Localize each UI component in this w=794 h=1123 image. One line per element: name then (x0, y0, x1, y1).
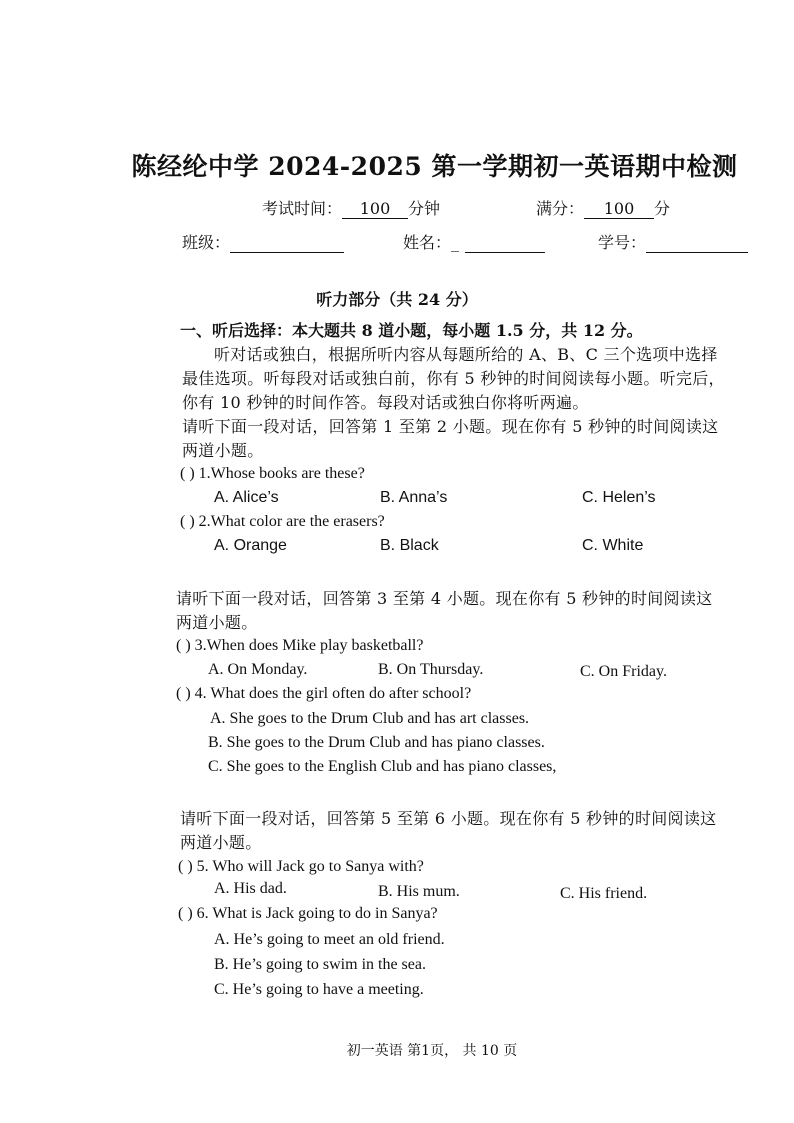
part1-heading: 一、听后选择：本大题共 8 道小题，每小题 1.5 分，共 12 分。 (180, 321, 643, 340)
option-c[interactable]: C. White (582, 537, 644, 554)
id-blank[interactable] (646, 233, 748, 253)
option-b[interactable]: B. She goes to the Drum Club and has piano classes. (208, 734, 545, 751)
option-b[interactable]: B. Black (380, 537, 439, 554)
group-prompt: 两道小题。 (180, 833, 262, 852)
class-blank[interactable] (230, 233, 344, 253)
id-label: 学号： (598, 233, 647, 252)
instruction-line: 最佳选项。听每段对话或独白前，你有 5 秒钟的时间阅读每小题。听完后， (182, 369, 725, 388)
option-b[interactable]: B. On Thursday. (378, 661, 484, 678)
group-prompt: 两道小题。 (182, 441, 264, 460)
option-a[interactable]: A. On Monday. (208, 661, 308, 678)
question-stem: ( ) 1.Whose books are these? (180, 465, 365, 482)
option-c[interactable]: C. Helen’s (582, 489, 656, 506)
page-title: 陈经纶中学 2024-2025 第一学期初一英语期中检测 (131, 152, 738, 181)
option-b[interactable]: B. Anna’s (380, 489, 448, 506)
full-score (536, 196, 670, 219)
option-b[interactable]: B. His mum. (378, 883, 460, 900)
class-label: 班级： (182, 233, 231, 252)
option-c[interactable]: C. He’s going to have a meeting. (214, 981, 424, 998)
option-a[interactable]: A. He’s going to meet an old friend. (214, 931, 445, 948)
class-field (182, 230, 344, 253)
question-stem: ( ) 4. What does the girl often do after school? (176, 685, 472, 702)
group-prompt: 请听下面一段对话，回答第 1 至第 2 小题。现在你有 5 秒钟的时间阅读这 (182, 417, 719, 436)
name-blank[interactable] (465, 233, 545, 253)
group-prompt: 两道小题。 (176, 613, 258, 632)
option-a[interactable]: A. She goes to the Drum Club and has art classes. (210, 710, 530, 727)
question-stem: ( ) 3.When does Mike play basketball? (176, 637, 424, 654)
exam-time-unit: 分钟 (408, 199, 441, 218)
full-score-label: 满分： (536, 199, 585, 218)
group-prompt: 请听下面一段对话，回答第 5 至第 6 小题。现在你有 5 秒钟的时间阅读这 (180, 809, 717, 828)
exam-time-value: 100 (342, 199, 408, 219)
option-a[interactable]: A. Orange (214, 537, 287, 554)
full-score-unit: 分 (654, 199, 671, 218)
question-stem: ( ) 2.What color are the erasers? (180, 513, 385, 530)
instruction-line: 听对话或独白，根据所听内容从每题所给的 A、B、C 三个选项中选择 (214, 345, 718, 364)
section-title: 听力部分（共 24 分） (316, 290, 478, 309)
name-label: 姓名：_ (403, 233, 460, 252)
exam-time (262, 196, 440, 219)
full-score-value: 100 (584, 199, 654, 219)
option-a[interactable]: A. Alice’s (214, 489, 279, 506)
id-field (598, 230, 748, 253)
option-c[interactable]: C. On Friday. (580, 663, 667, 680)
option-c[interactable]: C. She goes to the English Club and has piano classes, (208, 758, 557, 775)
option-b[interactable]: B. He’s going to swim in the sea. (214, 956, 426, 973)
question-stem: ( ) 6. What is Jack going to do in Sanya? (178, 905, 438, 922)
page-footer: 初一英语 第1页， 共 10 页 (346, 1043, 518, 1059)
group-prompt: 请听下面一段对话，回答第 3 至第 4 小题。现在你有 5 秒钟的时间阅读这 (176, 589, 713, 608)
name-field (403, 230, 545, 253)
option-c[interactable]: C. His friend. (560, 885, 648, 902)
instruction-line: 你有 10 秒钟的时间作答。每段对话或独白你将听两遍。 (182, 393, 589, 412)
exam-time-label: 考试时间： (262, 199, 343, 218)
option-a[interactable]: A. His dad. (214, 880, 287, 897)
question-stem: ( ) 5. Who will Jack go to Sanya with? (178, 858, 424, 875)
